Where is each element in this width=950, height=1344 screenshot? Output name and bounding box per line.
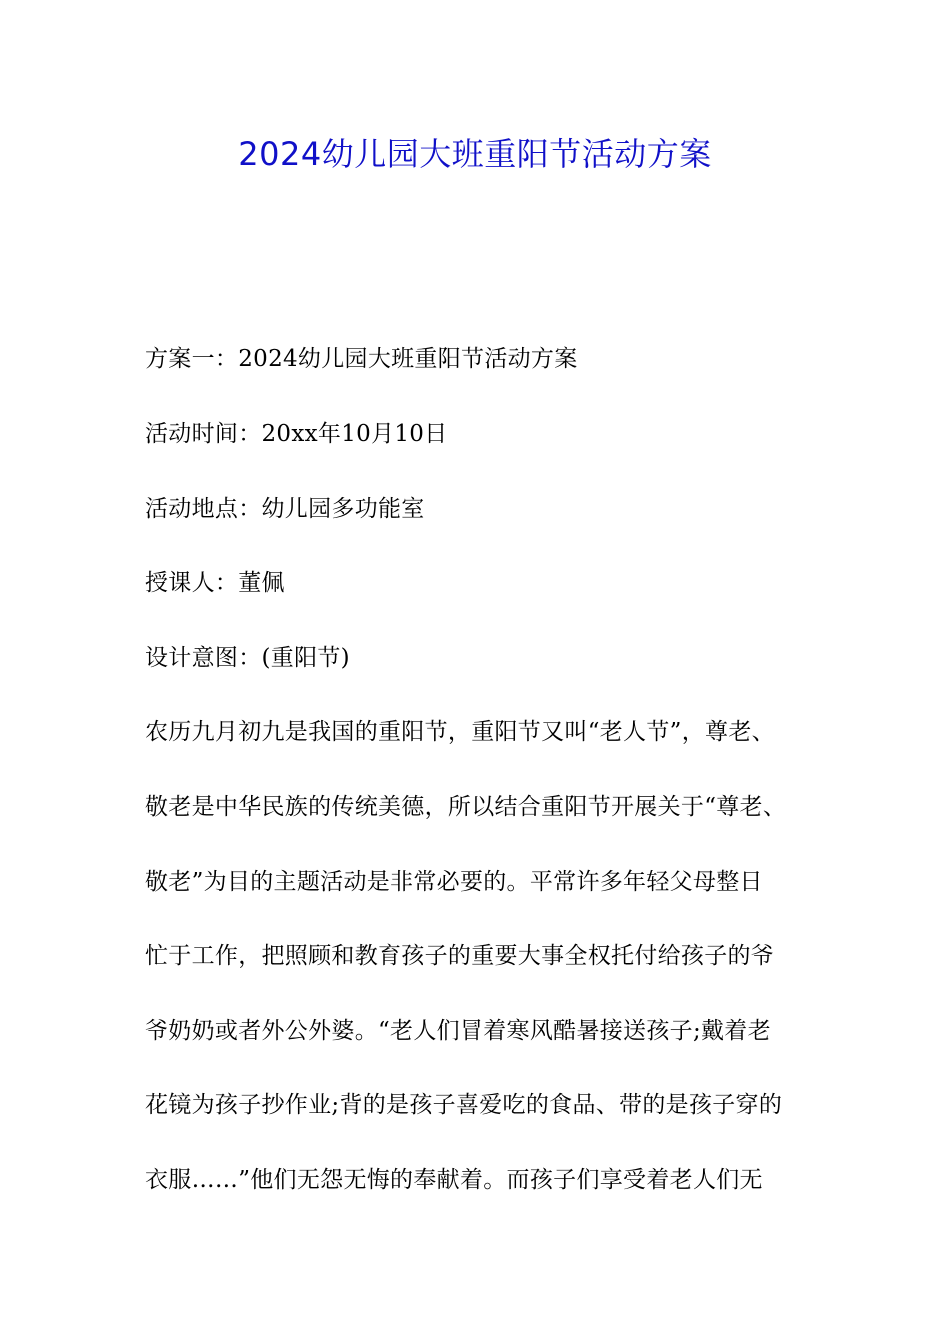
paragraph-line: 衣服……”他们无怨无悔的奉献着。而孩子们享受着老人们无 [145,1167,763,1193]
activity-time: 活动时间：20xx年10月10日 [145,421,448,447]
plan-heading: 方案一：2024幼儿园大班重阳节活动方案 [145,346,578,372]
design-intent: 设计意图：(重阳节) [145,645,350,671]
document-title: 2024幼儿园大班重阳节活动方案 [238,135,712,173]
paragraph-line: 忙于工作，把照顾和教育孩子的重要大事全权托付给孩子的爷 [145,943,775,969]
instructor: 授课人：董佩 [145,570,285,596]
paragraph-line: 敬老是中华民族的传统美德，所以结合重阳节开展关于“尊老、 [145,794,787,820]
paragraph-line: 爷奶奶或者外公外婆。“老人们冒着寒风酷暑接送孩子;戴着老 [145,1018,771,1044]
activity-location: 活动地点：幼儿园多功能室 [145,496,425,522]
paragraph-line: 花镜为孩子抄作业;背的是孩子喜爱吃的食品、带的是孩子穿的 [145,1092,783,1118]
paragraph-line: 农历九月初九是我国的重阳节，重阳节又叫“老人节”，尊老、 [145,719,775,745]
paragraph-line: 敬老”为目的主题活动是非常必要的。平常许多年轻父母整日 [145,869,763,895]
